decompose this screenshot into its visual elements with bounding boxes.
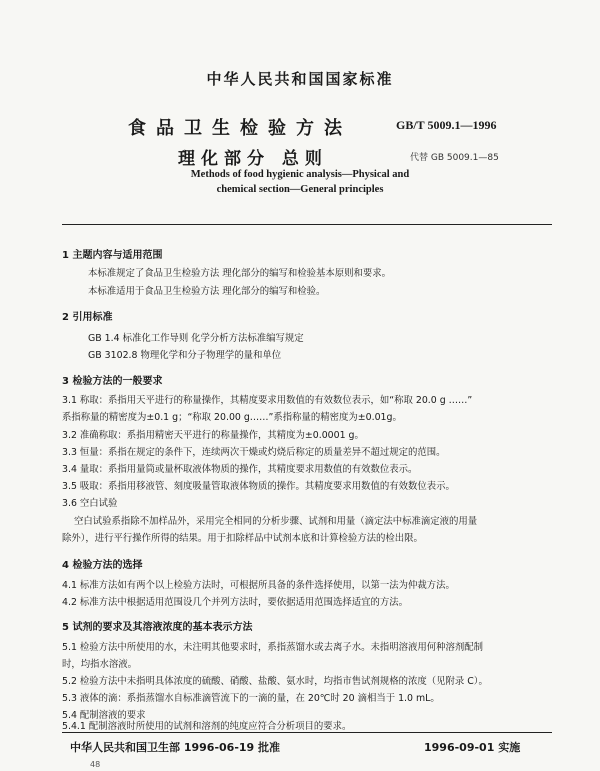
paragraph: 3.5 吸取：系指用移液管、刻度吸量管取液体物质的操作。其精度要求用数值的有效数位表示。 bbox=[62, 481, 455, 492]
english-title-line1: Methods of food hygienic analysis—Physical and bbox=[190, 169, 410, 180]
paragraph: 本标准适用于食品卫生检验方法 理化部分的编写和检验。 bbox=[88, 286, 326, 297]
section-heading-1: 1 主题内容与适用范围 bbox=[62, 250, 163, 261]
paragraph: 3.1 称取：系指用天平进行的称量操作，其精度要求用数值的有效数位表示，如“称取 20.0 g ……” bbox=[62, 395, 473, 406]
paragraph: 本标准规定了食品卫生检验方法 理化部分的编写和检验基本原则和要求。 bbox=[88, 268, 391, 279]
replaces-standard: 代替 GB 5009.1—85 bbox=[410, 153, 499, 163]
paragraph: 除外），进行平行操作所得的结果。用于扣除样品中试剂本底和计算检验方法的检出限。 bbox=[62, 533, 423, 544]
implementation-date: 1996-09-01 实施 bbox=[424, 741, 521, 754]
paragraph: 5.3 液体的滴：系指蒸馏水自标准滴管流下的一滴的量，在 20℃时 20 滴相当于 1.0 mL。 bbox=[62, 693, 440, 704]
approval-date: 中华人民共和国卫生部 1996-06-19 批准 bbox=[70, 741, 281, 754]
paragraph: 3.4 量取：系指用量筒或量杯取液体物质的操作，其精度要求用数值的有效数位表示。 bbox=[62, 464, 418, 475]
paragraph: 5.4.1 配制溶液时所使用的试剂和溶剂的纯度应符合分析项目的要求。 bbox=[62, 721, 352, 732]
document-title-line1: 食品卫生检验方法 bbox=[128, 118, 352, 139]
section-heading-4: 4 检验方法的选择 bbox=[62, 560, 143, 571]
issuing-authority: 中华人民共和国国家标准 bbox=[206, 70, 394, 88]
paragraph: 3.3 恒量：系指在规定的条件下，连续两次干燥或灼烧后称定的质量差异不超过规定的范围。 bbox=[62, 447, 446, 458]
section-heading-5: 5 试剂的要求及其溶液浓度的基本表示方法 bbox=[62, 622, 253, 633]
paragraph: GB 3102.8 物理化学和分子物理学的量和单位 bbox=[88, 350, 282, 361]
paragraph: 5.2 检验方法中未指明具体浓度的硫酸、硝酸、盐酸、氨水时，均指市售试剂规格的浓度（见附录 C）。 bbox=[62, 676, 488, 687]
paragraph: GB 1.4 标准化工作导则 化学分析方法标准编写规定 bbox=[88, 333, 304, 344]
paragraph: 5.4 配制溶液的要求 bbox=[62, 710, 146, 721]
section-heading-2: 2 引用标准 bbox=[62, 312, 113, 323]
page-number: 48 bbox=[90, 760, 101, 769]
paragraph: 系指称量的精密度为±0.1 g；“称取 20.00 g……”系指称量的精密度为±0.01g。 bbox=[62, 412, 402, 423]
document-title-line2: 理化部分 总则 bbox=[178, 149, 328, 169]
header-divider bbox=[62, 224, 552, 225]
english-title-line2: chemical section—General principles bbox=[216, 184, 384, 195]
section-heading-3: 3 检验方法的一般要求 bbox=[62, 376, 163, 387]
footer-divider bbox=[62, 732, 552, 733]
paragraph: 4.1 标准方法如有两个以上检验方法时，可根据所具备的条件选择使用，以第一法为仲裁方法。 bbox=[62, 580, 455, 591]
paragraph: 4.2 标准方法中根据适用范围设几个并列方法时，要依据适用范围选择适宜的方法。 bbox=[62, 597, 409, 608]
paragraph: 时，均指水溶液。 bbox=[62, 659, 138, 670]
paragraph: 空白试验系指除不加样品外，采用完全相同的分析步骤、试剂和用量（滴定法中标准滴定液的用量 bbox=[74, 516, 478, 527]
paragraph: 3.6 空白试验 bbox=[62, 498, 118, 509]
paragraph: 3.2 准确称取：系指用精密天平进行的称量操作，其精度为±0.0001 g。 bbox=[62, 430, 364, 441]
paragraph: 5.1 检验方法中所使用的水，未注明其他要求时，系指蒸馏水或去离子水。未指明溶液用何种溶剂配制 bbox=[62, 642, 484, 653]
standard-number: GB/T 5009.1—1996 bbox=[396, 118, 497, 132]
